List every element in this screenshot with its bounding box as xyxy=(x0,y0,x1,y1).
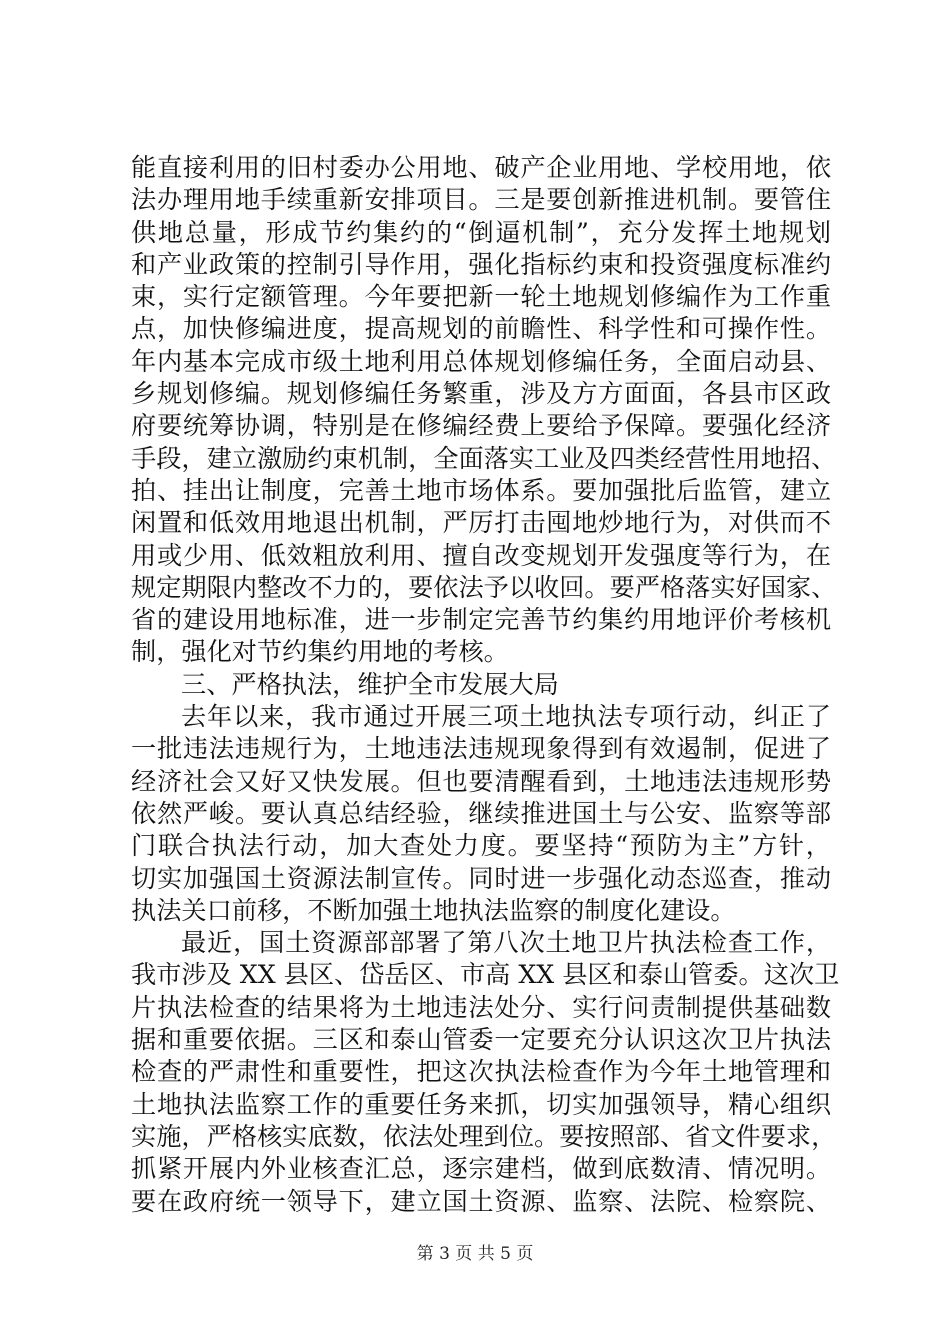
paragraph-land-planning xyxy=(131,152,837,669)
text-line: 切实加强国土资源法制宣传。同时进一步强化动态巡查，推动 xyxy=(131,863,831,893)
text-line: 经济社会又好又快发展。但也要清醒看到，土地违法违规形势 xyxy=(131,766,831,796)
text-line: 闲置和低效用地退出机制，严厉打击囤地炒地行为，对供而不 xyxy=(131,508,831,538)
text-line: 执法关口前移，不断加强土地执法监察的制度化建设。 xyxy=(131,895,736,925)
text-line: 乡规划修编。规划修编任务繁重，涉及方方面面，各县市区政 xyxy=(131,379,831,409)
text-line: 拍、挂出让制度，完善土地市场体系。要加强批后监管，建立 xyxy=(131,475,831,505)
text-line: 束，实行定额管理。今年要把新一轮土地规划修编作为工作重 xyxy=(131,282,831,312)
text-line: 土地执法监察工作的重要任务来抓，切实加强领导，精心组织 xyxy=(131,1089,831,1119)
text-line: 能直接利用的旧村委办公用地、破产企业用地、学校用地，依 xyxy=(131,153,831,182)
text-line: 手段，建立激励约束机制，全面落实工业及四类经营性用地招、 xyxy=(131,443,837,473)
text-line: 规定期限内整改不力的，要依法予以收回。要严格落实好国家、 xyxy=(131,572,837,602)
document-body xyxy=(131,152,840,1218)
text-line: 省的建设用地标准，进一步制定完善节约集约用地评价考核机 xyxy=(131,605,831,635)
text-line: 片执法检查的结果将为土地违法处分、实行问责制提供基础数 xyxy=(131,992,831,1022)
text-line: 一批违法违规行为，土地违法违规现象得到有效遏制，促进了 xyxy=(131,734,831,764)
text-line: 和产业政策的控制引导作用，强化指标约束和投资强度标准约 xyxy=(131,249,831,279)
text-line: 抓紧开展内外业核查汇总，逐宗建档，做到底数清、情况明。 xyxy=(131,1154,831,1184)
text-line: 检查的严肃性和重要性，把这次执法检查作为今年土地管理和 xyxy=(131,1057,831,1087)
text-line: 去年以来，我市通过开展三项土地执法专项行动，纠正了 xyxy=(181,702,831,732)
text-line: 要在政府统一领导下，建立国土资源、监察、法院、检察院、 xyxy=(131,1186,831,1216)
text-line: 用或少用、低效粗放利用、擅自改变规划开发强度等行为，在 xyxy=(131,540,831,570)
text-line: 我市涉及 XX 县区、岱岳区、市高 XX 县区和泰山管委。这次卫 xyxy=(131,960,840,990)
page-number-footer: 第 3 页 共 5 页 xyxy=(416,1244,534,1264)
text-line: 据和重要依据。三区和泰山管委一定要充分认识这次卫片执法 xyxy=(131,1025,831,1055)
section-heading: 三、严格执法，维护全市发展大局 xyxy=(181,669,559,699)
text-line: 最近，国土资源部部署了第八次土地卫片执法检查工作， xyxy=(181,928,831,958)
text-line: 制，强化对节约集约用地的考核。 xyxy=(131,637,509,667)
text-line: 府要统筹协调，特别是在修编经费上要给予保障。要强化经济 xyxy=(131,411,831,441)
text-line: 实施，严格核实底数，依法处理到位。要按照部、省文件要求， xyxy=(131,1121,837,1151)
text-line: 法办理用地手续重新安排项目。三是要创新推进机制。要管住 xyxy=(131,185,831,215)
text-line: 年内基本完成市级土地利用总体规划修编任务，全面启动县、 xyxy=(131,346,831,376)
text-line: 门联合执法行动，加大查处力度。要坚持“预防为主”方针， xyxy=(131,831,831,861)
paragraph-law-enforcement xyxy=(131,701,831,927)
paragraph-satellite-inspection xyxy=(131,927,840,1218)
text-line: 依然严峻。要认真总结经验，继续推进国土与公安、监察等部 xyxy=(131,798,831,828)
text-line: 供地总量，形成节约集约的“倒逼机制”，充分发挥土地规划 xyxy=(131,217,831,247)
text-line: 点，加快修编进度，提高规划的前瞻性、科学性和可操作性。 xyxy=(131,314,831,344)
